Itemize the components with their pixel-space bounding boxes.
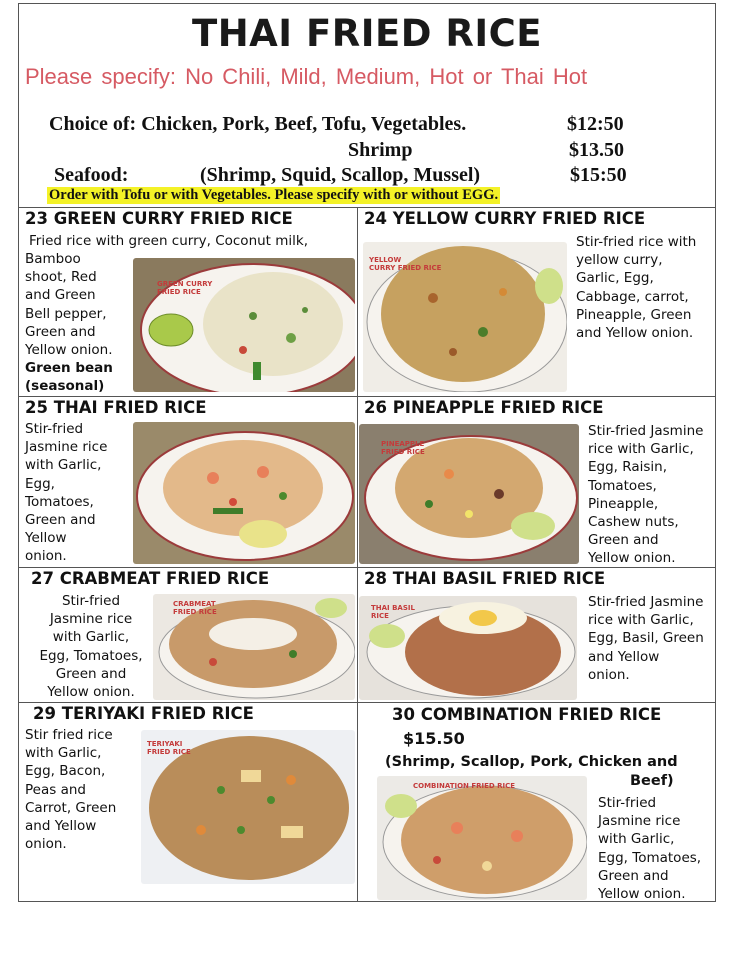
column-divider (357, 207, 358, 901)
item-23-photo-caption: GREEN CURRY FRIED RICE (157, 280, 213, 296)
item-27-photo (153, 594, 355, 700)
item-24-description: Stir-fried rice with yellow curry, Garlic, Egg, Cabbage, carrot, Pineapple, Green and Yellow onion. (576, 234, 697, 342)
item-29-description: Stir fried rice with Garlic, Egg, Bacon, Peas and Carrot, Green and Yellow onion. (25, 727, 117, 853)
item-23-desc-line: Fried rice with green curry, Coconut milk, (29, 233, 309, 249)
item-30-photo-caption: COMBINATION FRIED RICE (413, 782, 516, 790)
seafood-price: $15:50 (570, 164, 627, 186)
protein-choice-label: Choice of: Chicken, Pork, Beef, Tofu, Vegetables. (49, 113, 467, 135)
tofu-egg-note: Order with Tofu or with Vegetables. Please specify with or without EGG. (49, 187, 499, 203)
item-30-title: 30 COMBINATION FRIED RICE (392, 705, 662, 724)
protein-choice-price: $12:50 (567, 113, 624, 135)
item-27-title: 27 CRABMEAT FRIED RICE (31, 569, 270, 588)
shrimp-label: Shrimp (348, 139, 413, 161)
shrimp-price: $13.50 (569, 139, 624, 161)
item-28-photo-caption: THAI BASIL RICE (371, 604, 415, 620)
item-23-photo (133, 258, 355, 392)
item-27-description: Stir-fried Jasmine rice with Garlic, Egg, Tomatoes, Green and Yellow onion. (39, 593, 143, 701)
item-26-photo (359, 424, 579, 564)
seafood-items: (Shrimp, Squid, Scallop, Mussel) (200, 164, 481, 186)
item-24-photo (363, 242, 567, 392)
item-26-description: Stir-fried Jasmine rice with Garlic, Egg, Raisin, Tomatoes, Pineapple, Cashew nuts, Green and Yellow onion. (588, 423, 704, 567)
item-30-includes: (Shrimp, Scallop, Pork, Chicken and (385, 754, 678, 770)
divider (19, 702, 715, 703)
item-30-price: $15.50 (403, 729, 465, 748)
page-title: THAI FRIED RICE (191, 12, 543, 55)
item-30-photo (377, 776, 587, 900)
item-25-title: 25 THAI FRIED RICE (25, 398, 207, 417)
item-30-includes-cont: Beef) (630, 773, 674, 789)
spice-level-note: Please specify: No Chili, Mild, Medium, Hot or Thai Hot (25, 64, 588, 89)
divider (19, 207, 715, 208)
item-26-photo-caption: PINEAPPLE FRIED RICE (381, 440, 425, 456)
item-28-photo (359, 596, 577, 700)
item-24-photo-caption: YELLOW CURRY FRIED RICE (369, 256, 442, 272)
item-30-description: Stir-fried Jasmine rice with Garlic, Egg, Tomatoes, Green and Yellow onion. (598, 795, 702, 903)
seafood-label: Seafood: (54, 164, 129, 186)
menu-page (18, 3, 716, 902)
item-29-title: 29 TERIYAKI FRIED RICE (33, 704, 254, 723)
item-29-photo (141, 730, 355, 884)
item-23-title: 23 GREEN CURRY FRIED RICE (25, 209, 293, 228)
item-27-photo-caption: CRABMEAT FRIED RICE (173, 600, 217, 616)
item-28-title: 28 THAI BASIL FRIED RICE (364, 569, 606, 588)
divider (19, 396, 715, 397)
item-26-title: 26 PINEAPPLE FRIED RICE (364, 398, 604, 417)
item-25-photo (133, 422, 355, 564)
item-24-title: 24 YELLOW CURRY FRIED RICE (364, 209, 646, 228)
item-23-description: Bamboo shoot, Red and Green Bell pepper, Green and Yellow onion. Green bean (seasonal) (25, 251, 113, 395)
item-25-description: Stir-fried Jasmine rice with Garlic, Egg, Tomatoes, Green and Yellow onion. (25, 421, 108, 565)
item-29-photo-caption: TERIYAKI FRIED RICE (147, 740, 191, 756)
item-28-description: Stir-fried Jasmine rice with Garlic, Egg, Basil, Green and Yellow onion. (588, 594, 704, 683)
